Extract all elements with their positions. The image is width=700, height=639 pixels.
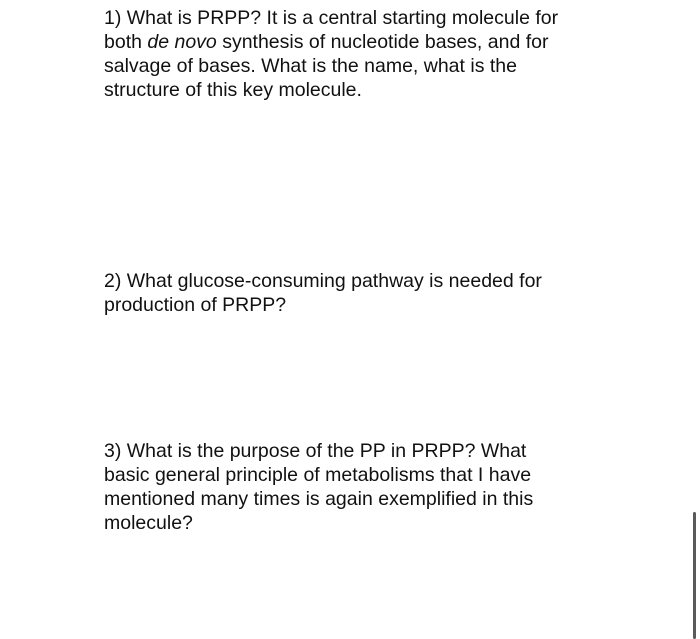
question-2-line-2: production of PRPP? — [104, 294, 287, 316]
question-1-line-4: structure of this key molecule. — [104, 79, 362, 101]
question-1-line-2-start: both — [104, 31, 148, 53]
question-1-line-2-end: synthesis of nucleotide bases, and for — [216, 31, 549, 53]
question-1-line-1: 1) What is PRPP? It is a central starting molecule for — [104, 7, 559, 29]
question-1-line-2 — [104, 30, 594, 54]
question-3-line-3: mentioned many times is again exemplified in this — [104, 488, 534, 510]
question-2 — [104, 269, 594, 317]
question-3-line-2: basic general principle of metabolisms that I have — [104, 464, 532, 486]
question-3-line-4: molecule? — [104, 512, 193, 534]
question-1 — [104, 6, 594, 102]
vertical-scrollbar[interactable] — [693, 512, 696, 639]
question-2-line-1: 2) What glucose-consuming pathway is needed for — [104, 270, 542, 292]
question-3 — [104, 439, 594, 535]
question-3-line-1: 3) What is the purpose of the PP in PRPP? What — [104, 440, 527, 462]
de-novo-italic: de novo — [147, 31, 217, 53]
question-1-line-3: salvage of bases. What is the name, what is the — [104, 55, 517, 77]
